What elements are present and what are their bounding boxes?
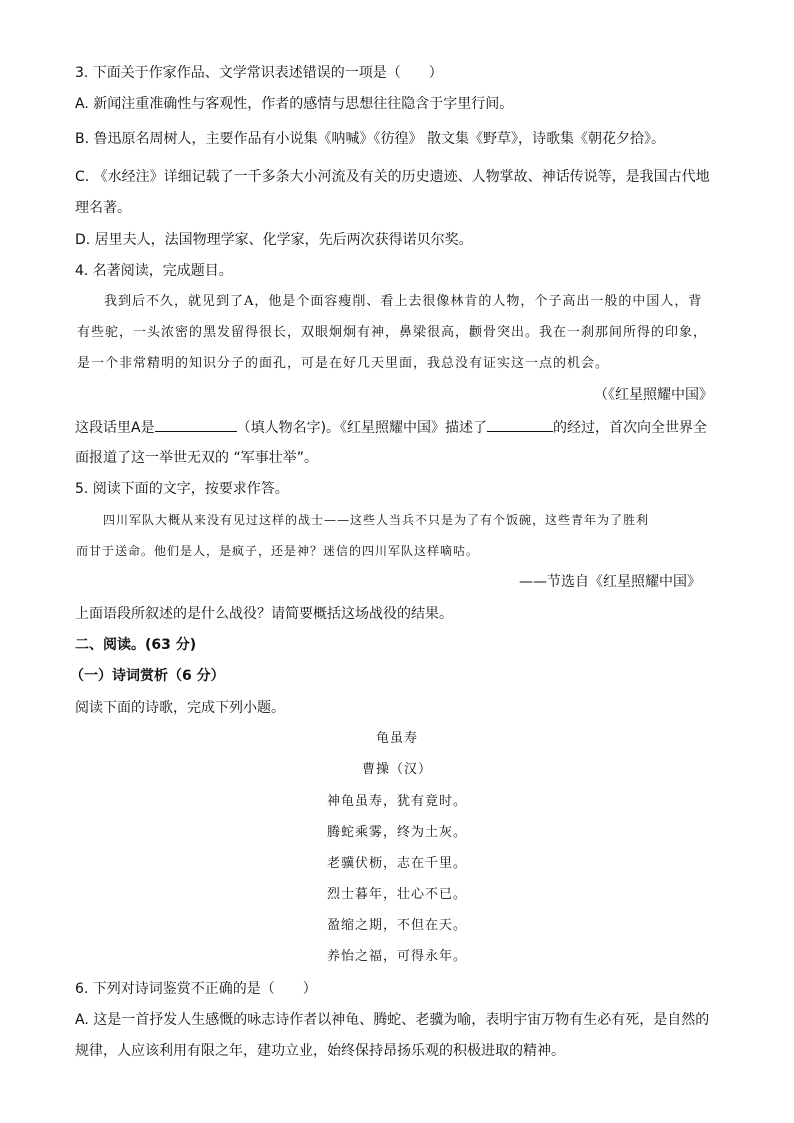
question-5-source: ——节选自《红星照耀中国》 bbox=[519, 574, 701, 590]
answer-blank-person[interactable] bbox=[155, 417, 237, 432]
question-4-fill-text-a: 这段话里A是 bbox=[75, 420, 155, 436]
section-2-instruction: 阅读下面的诗歌，完成下列小题。 bbox=[75, 700, 285, 716]
question-3-stem: 3. 下面关于作家作品、文学常识表述错误的一项是（ ） bbox=[75, 65, 443, 81]
poem-line-2: 腾蛇乘雾，终为土灰。 bbox=[326, 825, 467, 840]
question-5-question: 上面语段所叙述的是什么战役？请简要概括这场战役的结果。 bbox=[75, 606, 453, 622]
question-3-option-a: A. 新闻注重准确性与客观性，作者的感情与思想往往隐含于字里行间。 bbox=[75, 96, 514, 112]
question-4-fill-text-b: （填人物名字)。《红星照耀中国》描述了 bbox=[236, 420, 488, 436]
question-6-option-a-line2: 规律，人应该利用有限之年，建功立业，始终保持昂扬乐观的积极进取的精神。 bbox=[75, 1043, 565, 1059]
poem-line-1: 神龟虽寿，犹有竟时。 bbox=[326, 794, 467, 809]
poem-line-6: 养怡之福，可得永年。 bbox=[326, 949, 467, 964]
question-3-option-c-line2: 理名著。 bbox=[75, 200, 131, 216]
question-5-passage-line2: 而甘于送命。他们是人，是疯子，还是神？迷信的四川军队这样嘀咕。 bbox=[76, 544, 480, 558]
section-2-subtitle: （一）诗词赏析（6 分） bbox=[70, 668, 225, 684]
question-3-option-c-line1: C. 《水经注》详细记载了一千多条大小河流及有关的历史遗迹、人物掌故、神话传说等，是我国古代地 bbox=[75, 169, 710, 185]
poem-line-3: 老骥伏枥，志在千里。 bbox=[326, 856, 467, 871]
question-4-fill-line2: 面报道了这一举世无双的 “军事壮举”。 bbox=[75, 450, 318, 466]
question-4-stem: 4. 名著阅读，完成题目。 bbox=[75, 263, 233, 279]
question-4-fill-text-c: 的经过，首次向全世界全 bbox=[553, 420, 708, 436]
poem-line-5: 盈缩之期，不但在天。 bbox=[326, 918, 467, 933]
question-3-option-b: B. 鲁迅原名周树人，主要作品有小说集《呐喊》《彷徨》 散文集《野草》，诗歌集《朝花夕拾》。 bbox=[75, 131, 665, 147]
poem-author: 曹操（汉） bbox=[361, 762, 432, 777]
poem-line-4: 烈士暮年，壮心不已。 bbox=[326, 887, 467, 902]
question-4-source: （《红星照耀中国》 bbox=[594, 387, 713, 403]
question-5-stem: 5. 阅读下面的文字，按要求作答。 bbox=[75, 481, 289, 497]
question-4-passage-line2: 有些驼，一头浓密的黑发留得很长，双眼炯炯有神，鼻梁很高，颧骨突出。我在一刹那间所得的印象， bbox=[77, 325, 708, 340]
section-2-title: 二、阅读。(63 分) bbox=[75, 637, 197, 653]
question-4-fill-line bbox=[75, 417, 707, 438]
question-4-passage-line3: 是一个非常精明的知识分子的面孔，可是在好几天里面，我总没有证实这一点的机会。 bbox=[77, 356, 610, 371]
question-6-option-a-line1: A. 这是一首抒发人生感慨的咏志诗作者以神龟、腾蛇、老骥为喻，表明宇宙万物有生必有死，是自然的 bbox=[75, 1012, 710, 1028]
question-5-passage-line1: 四川军队大概从来没有见过这样的战士——这些人当兵不只是为了有个饭碗，这些青年为了胜利 bbox=[103, 513, 650, 527]
answer-blank-event[interactable] bbox=[487, 417, 553, 432]
question-3-option-d: D. 居里夫人，法国物理学家、化学家，先后两次获得诺贝尔奖。 bbox=[75, 232, 473, 248]
question-6-stem: 6. 下列对诗词鉴赏不正确的是（ ） bbox=[75, 981, 317, 997]
poem-title: 龟虽寿 bbox=[375, 731, 418, 746]
question-4-passage-line1: 我到后不久，就见到了A，他是个面容瘦削、看上去很像林肯的人物，个子高出一般的中国人，背 bbox=[104, 294, 703, 309]
